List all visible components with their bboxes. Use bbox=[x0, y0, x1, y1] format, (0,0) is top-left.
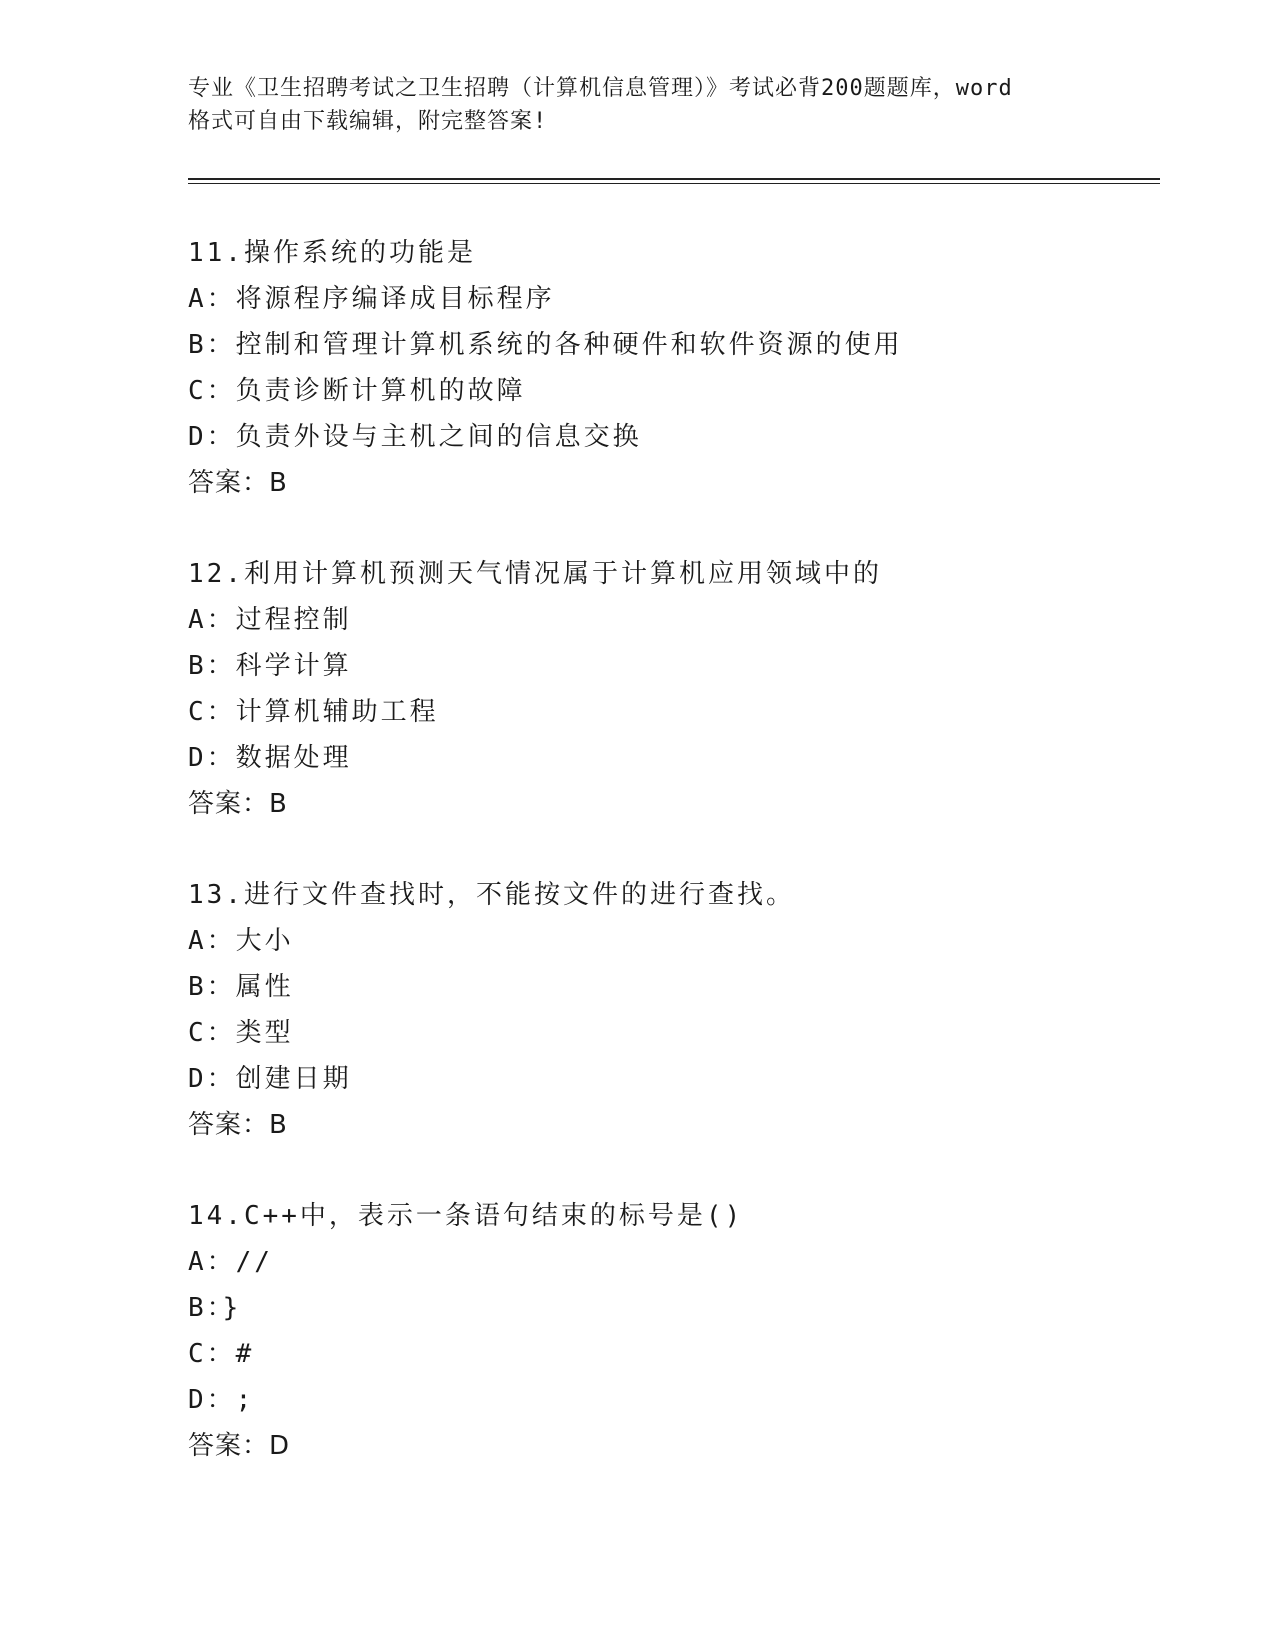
question-12 bbox=[188, 551, 1148, 827]
header-line-1: 专业《卫生招聘考试之卫生招聘（计算机信息管理）》考试必背200题题库，word bbox=[188, 76, 1013, 101]
question-14 bbox=[188, 1193, 1148, 1469]
option-c: C：类型 bbox=[188, 1018, 294, 1048]
question-stem: 12.利用计算机预测天气情况属于计算机应用领域中的 bbox=[188, 559, 882, 589]
option-d: D：负责外设与主机之间的信息交换 bbox=[188, 422, 642, 452]
answer: 答案：D bbox=[188, 1431, 291, 1461]
option-c: C：负责诊断计算机的故障 bbox=[188, 376, 526, 406]
option-d: D：创建日期 bbox=[188, 1064, 352, 1094]
question-stem: 11.操作系统的功能是 bbox=[188, 238, 476, 268]
question-13 bbox=[188, 872, 1148, 1148]
question-stem: 14.C++中，表示一条语句结束的标号是() bbox=[188, 1201, 744, 1231]
header-divider-thick bbox=[188, 178, 1160, 180]
answer: 答案：B bbox=[188, 789, 288, 819]
document-header bbox=[188, 72, 1088, 138]
option-a: A：过程控制 bbox=[188, 605, 352, 635]
answer: 答案：B bbox=[188, 468, 288, 498]
option-a: A：将源程序编译成目标程序 bbox=[188, 284, 555, 314]
option-a: A：// bbox=[188, 1247, 273, 1277]
header-divider-thin bbox=[188, 183, 1160, 184]
option-d: D：数据处理 bbox=[188, 743, 352, 773]
option-c: C：# bbox=[188, 1339, 255, 1369]
header-line-2: 格式可自由下载编辑，附完整答案! bbox=[188, 109, 548, 134]
option-d: D：; bbox=[188, 1385, 255, 1415]
question-stem: 13.进行文件查找时，不能按文件的进行查找。 bbox=[188, 880, 795, 910]
option-b: B：科学计算 bbox=[188, 651, 352, 681]
answer: 答案：B bbox=[188, 1110, 288, 1140]
option-a: A：大小 bbox=[188, 926, 294, 956]
option-c: C：计算机辅助工程 bbox=[188, 697, 439, 727]
question-11 bbox=[188, 230, 1148, 506]
option-b: B：} bbox=[188, 1293, 242, 1323]
option-b: B：属性 bbox=[188, 972, 294, 1002]
option-b: B：控制和管理计算机系统的各种硬件和软件资源的使用 bbox=[188, 330, 903, 360]
